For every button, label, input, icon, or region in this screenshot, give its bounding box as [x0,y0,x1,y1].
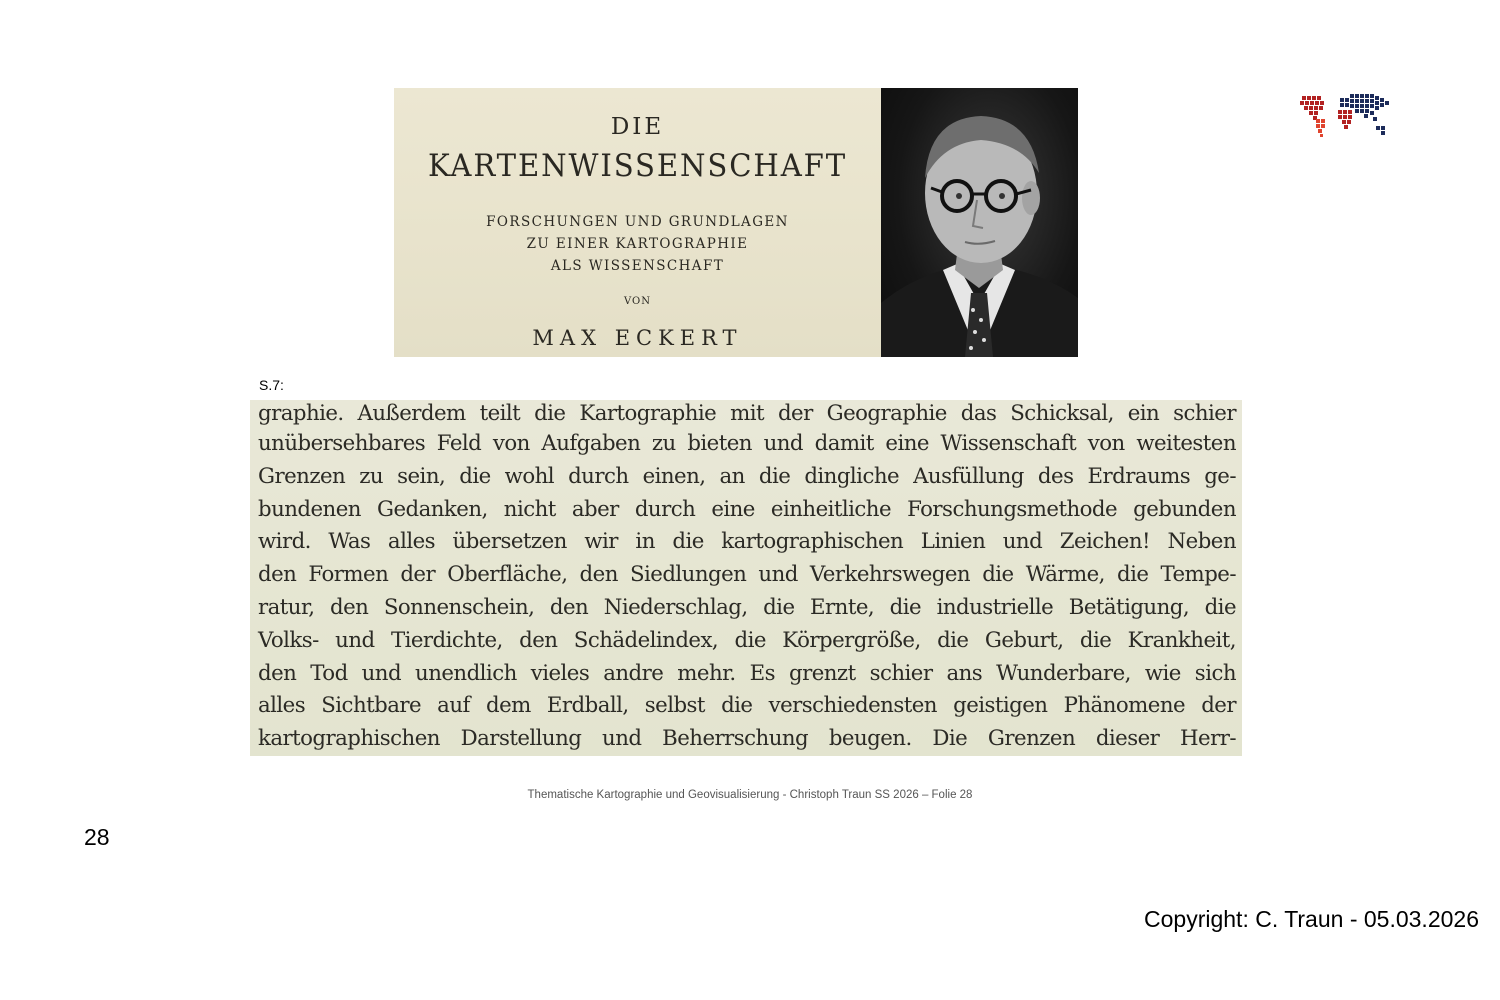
slide-number: 28 [84,824,110,850]
author-portrait-image [881,88,1078,357]
excerpt-line: bundenen Gedanken, nicht aber durch eine einheitliche Forschungsmethode gebunden [258,496,1236,522]
excerpt-line: den Tod und unendlich vieles andre mehr. Es grenzt schier ans Wunderbare, wie sich [258,660,1236,686]
excerpt-line: alles Sichtbare auf dem Erdball, selbst die verschiedensten geistigen Phänomene der [258,693,1236,719]
book-title: KARTENWISSENSCHAFT [427,148,848,184]
title-von: VON [624,296,651,307]
book-title-page-scan [394,88,881,357]
book-subtitle-line-1: FORSCHUNGEN UND GRUNDLAGEN [486,214,789,230]
excerpt-line: den Formen der Oberfläche, den Siedlungen und Verkehrswegen die Wärme, die Tempe- [258,562,1236,588]
book-subtitle-line-2: ZU EINER KARTOGRAPHIE [526,236,749,252]
page-reference-label: S.7: [259,377,284,393]
title-die: DIE [610,114,665,140]
slide-footer: Thematische Kartographie und Geovisualisierung - Christoph Traun SS 2026 – Folie 28 [527,789,973,801]
book-author: MAX ECKERT [532,326,743,350]
excerpt-line: wird. Was alles übersetzen wir in die kartographischen Linien und Zeichen! Neben [258,529,1236,555]
excerpt-line: Volks- und Tierdichte, den Schädelindex, die Körpergröße, die Geburt, die Krankheit, [258,627,1236,653]
world-map-logo-icon [1298,90,1393,140]
excerpt-line: Grenzen zu sein, die wohl durch einen, an die dingliche Ausfüllung des Erdraums ge- [258,463,1236,489]
book-subtitle-line-3: ALS WISSENSCHAFT [550,258,725,274]
excerpt-line: graphie. Außerdem teilt die Kartographie mit der Geographie das Schicksal, ein schier [258,401,1236,426]
excerpt-line: kartographischen Darstellung und Beherrschung beugen. Die Grenzen dieser Herr- [258,726,1236,752]
excerpt-line: ratur, den Sonnenschein, den Niederschlag, die Ernte, die industrielle Betätigung, die [258,594,1236,620]
excerpt-line: unübersehbares Feld von Aufgaben zu bieten und damit eine Wissenschaft von weitesten [258,431,1236,456]
copyright-notice: Copyright: C. Traun - 05.03.2026 [1144,906,1479,932]
book-excerpt-scan [250,400,1242,756]
